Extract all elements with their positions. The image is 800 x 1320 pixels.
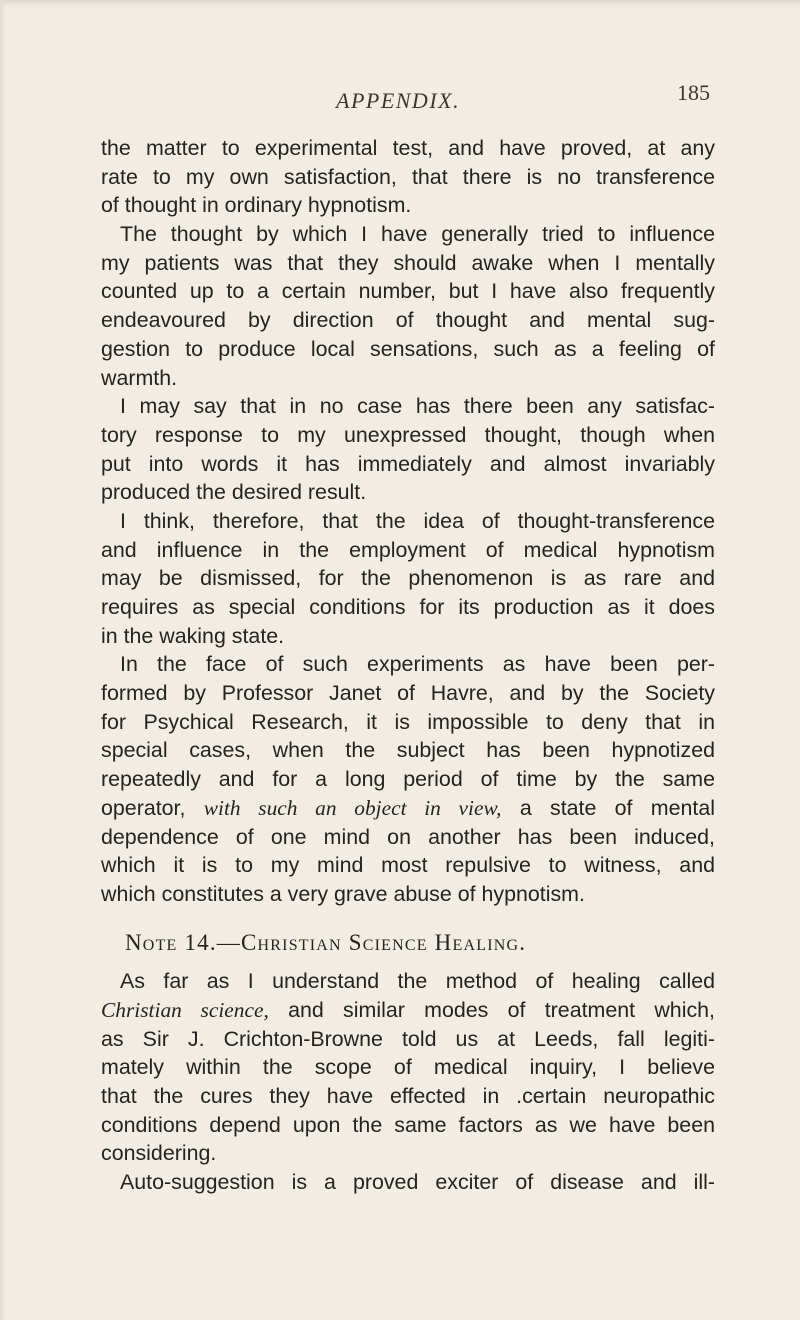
text-line: In the face of such experiments as have been per- [120, 652, 715, 677]
page-edge-shadow-left [0, 0, 6, 1320]
text-line: of thought in ordinary hypnotism. [101, 193, 412, 218]
text-line: I think, therefore, that the idea of thought-transference [120, 508, 715, 533]
italic-text: with such an object in view, [203, 795, 502, 820]
text-line: and influence in the employment of medical hypnotism [101, 537, 715, 562]
page-edge-shadow-top [0, 0, 800, 6]
text-segment: and similar modes of treatment which, [288, 997, 715, 1022]
text-segment: a state of mental [519, 795, 715, 820]
text-line: endeavoured by direction of thought and mental sug- [101, 308, 715, 333]
text-line: warmth. [101, 365, 178, 390]
text-line: which constitutes a very grave abuse of hypnotism. [101, 881, 585, 906]
text-line: counted up to a certain number, but I have also frequently [101, 279, 715, 304]
text-line [101, 794, 715, 823]
text-line: rate to my own satisfaction, that there is no transference [101, 164, 715, 189]
text-line: gestion to produce local sensations, such as a feeling of [101, 336, 715, 361]
italic-text: Christian science, [101, 997, 269, 1022]
text-line: requires as special conditions for its production as it does [101, 595, 715, 619]
text-line: Auto-suggestion is a proved exciter of disease and ill- [120, 1170, 715, 1195]
text-line: my patients was that they should awake when I mentally [101, 250, 715, 275]
text-line: that the cures they have effected in .certain neuropathic [101, 1084, 715, 1108]
text-line: produced the desired result. [101, 480, 367, 505]
running-head [0, 80, 800, 122]
text-line: which it is to my mind most repulsive to witness, and [101, 853, 715, 878]
running-title: APPENDIX. [336, 88, 461, 113]
text-line: formed by Professor Janet of Havre, and by the Society [101, 681, 715, 706]
text-line: for Psychical Research, it is impossible to deny that in [101, 709, 715, 734]
text-line: As far as I understand the method of healing called [120, 969, 715, 994]
text-line: dependence of one mind on another has been induced, [101, 824, 715, 849]
section-heading: Note 14.—Christian Science Healing. [125, 929, 527, 955]
text-line: may be dismissed, for the phenomenon is as rare and [101, 566, 715, 591]
body-text [101, 134, 715, 1197]
text-line: tory response to my unexpressed thought, though when [101, 422, 715, 447]
text-segment: operator, [101, 795, 186, 820]
text-line: repeatedly and for a long period of time by the same [101, 767, 715, 792]
text-line: considering. [101, 1141, 217, 1166]
text-line: I may say that in no case has there been any satisfac- [120, 394, 715, 419]
text-line: special cases, when the subject has been hypnotized [101, 738, 715, 763]
text-line: in the waking state. [101, 623, 285, 648]
text-line: The thought by which I have generally tried to influence [120, 222, 715, 247]
text-line: conditions depend upon the same factors as we have been [101, 1112, 715, 1137]
text-line [101, 996, 715, 1025]
text-line: put into words it has immediately and almost invariably [101, 451, 715, 476]
text-line: mately within the scope of medical inquiry, I believe [101, 1055, 715, 1080]
text-line: the matter to experimental test, and have proved, at any [101, 136, 715, 160]
text-line: as Sir J. Crichton-Browne told us at Leeds, fall legiti- [101, 1026, 715, 1051]
page-number: 185 [677, 80, 710, 105]
